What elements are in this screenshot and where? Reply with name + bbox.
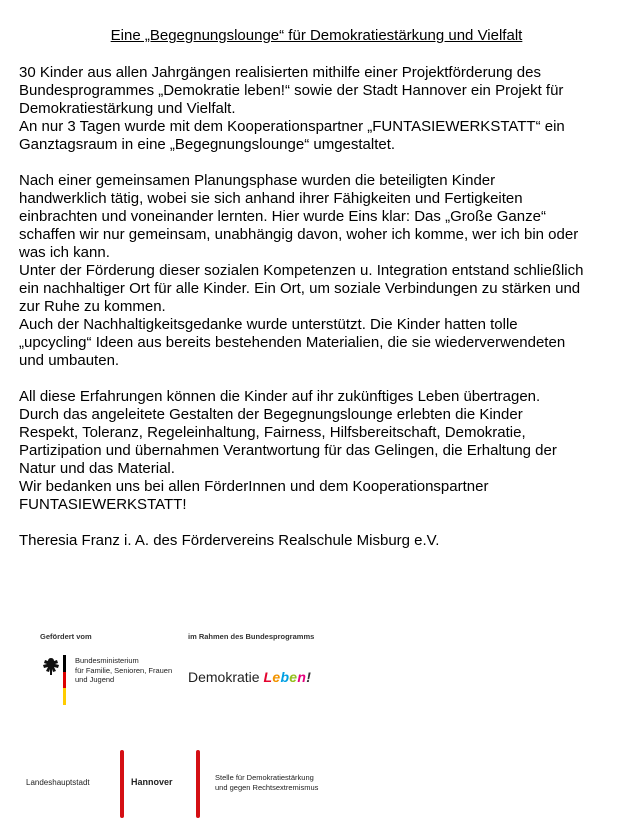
department-name [215, 773, 355, 793]
text-line: 30 Kinder aus allen Jahrgängen realisierten mithilfe einer Projektförderung des [19, 64, 541, 81]
text-line: ein nachhaltiger Ort für alle Kinder. Ein Ort, um soziale Verbindungen zu stärken und [19, 280, 581, 297]
city-name: Hannover [131, 777, 173, 787]
leben-word [263, 669, 311, 685]
leben-letter: b [280, 669, 290, 685]
demokratie-word: Demokratie [188, 669, 260, 685]
text-line: handwerklich tätig, wobei sie sich anhand ihrer Fähigkeiten und Fertigkeiten [19, 190, 523, 207]
leben-letter: e [272, 669, 281, 685]
ministry-line: Bundesministerium [75, 656, 139, 665]
funded-by-label: Gefördert vom [40, 632, 92, 641]
ministry-line: und Jugend [75, 675, 115, 684]
paragraph-3 [19, 388, 629, 514]
department-line: und gegen Rechtsextremismus [215, 783, 319, 792]
ministry-name [75, 656, 185, 685]
leben-letter: n [297, 669, 307, 685]
text-line: FUNTASIEWERKSTATT! [19, 496, 187, 513]
text-line: „upcycling“ Ideen aus bereits bestehenden Materialien, die sie wiederverwendeten [19, 334, 566, 351]
text-line: Bundesprogrammes „Demokratie leben!“ sowie der Stadt Hannover ein Projekt für [19, 82, 564, 99]
text-line: Theresia Franz i. A. des Fördervereins Realschule Misburg e.V. [19, 532, 440, 549]
hannover-bar-icon [120, 750, 124, 818]
department-line: Stelle für Demokratiestärkung [215, 773, 314, 782]
text-line: Nach einer gemeinsamen Planungsphase wurden die beteiligten Kinder [19, 172, 496, 189]
text-line: Natur und das Material. [19, 460, 175, 477]
text-line: einbrachten und voneinander lernten. Hier wurde Eins klar: Das „Große Ganze“ [19, 208, 546, 225]
document-title: Eine „Begegnungslounge“ für Demokratiestärkung und Vielfalt [110, 27, 523, 44]
text-line: Durch das angeleitete Gestalten der Begegnungslounge erlebten die Kinder [19, 406, 523, 423]
text-line: zur Ruhe zu kommen. [19, 298, 166, 315]
text-line: Respekt, Toleranz, Regeleinhaltung, Fairness, Hilfsbereitschaft, Demokratie, [19, 424, 526, 441]
text-line: Ganztagsraum in eine „Begegnungslounge“ umgestaltet. [19, 136, 396, 153]
leben-letter: ! [306, 669, 312, 685]
signature [19, 532, 629, 550]
text-line: Demokratiestärkung und Vielfalt. [19, 100, 236, 117]
hannover-bar-icon [196, 750, 200, 818]
german-flag-bar [63, 655, 66, 705]
text-line: und umbauten. [19, 352, 120, 369]
text-line: schaffen wir nur gemeinsam, unabhängig davon, woher ich komme, wer ich bin oder [19, 226, 579, 243]
text-line: Unter der Förderung dieser sozialen Kompetenzen u. Integration entstand schließlich [19, 262, 584, 279]
text-line: was ich kann. [19, 244, 110, 261]
paragraph-1 [19, 64, 629, 154]
paragraph-2 [19, 172, 629, 370]
leben-letter: e [289, 669, 298, 685]
text-line: Wir bedanken uns bei allen FörderInnen und dem Kooperationspartner [19, 478, 489, 495]
city-label: Landeshauptstadt [26, 778, 90, 787]
demokratie-leben-logo [188, 668, 311, 686]
ministry-line: für Familie, Senioren, Frauen [75, 665, 173, 675]
text-line: An nur 3 Tagen wurde mit dem Kooperationspartner „FUNTASIEWERKSTATT“ ein [19, 118, 565, 135]
text-line: Auch der Nachhaltigkeitsgedanke wurde unterstützt. Die Kinder hatten tolle [19, 316, 518, 333]
program-label: im Rahmen des Bundesprogramms [188, 632, 315, 641]
text-line: Partizipation und übernahmen Verantwortung für das Gelingen, die Erhaltung der [19, 442, 557, 459]
document-body [19, 64, 629, 550]
federal-eagle-icon [40, 656, 62, 678]
leben-letter: L [263, 669, 273, 685]
text-line: All diese Erfahrungen können die Kinder auf ihr zukünftiges Leben übertragen. [19, 388, 541, 405]
